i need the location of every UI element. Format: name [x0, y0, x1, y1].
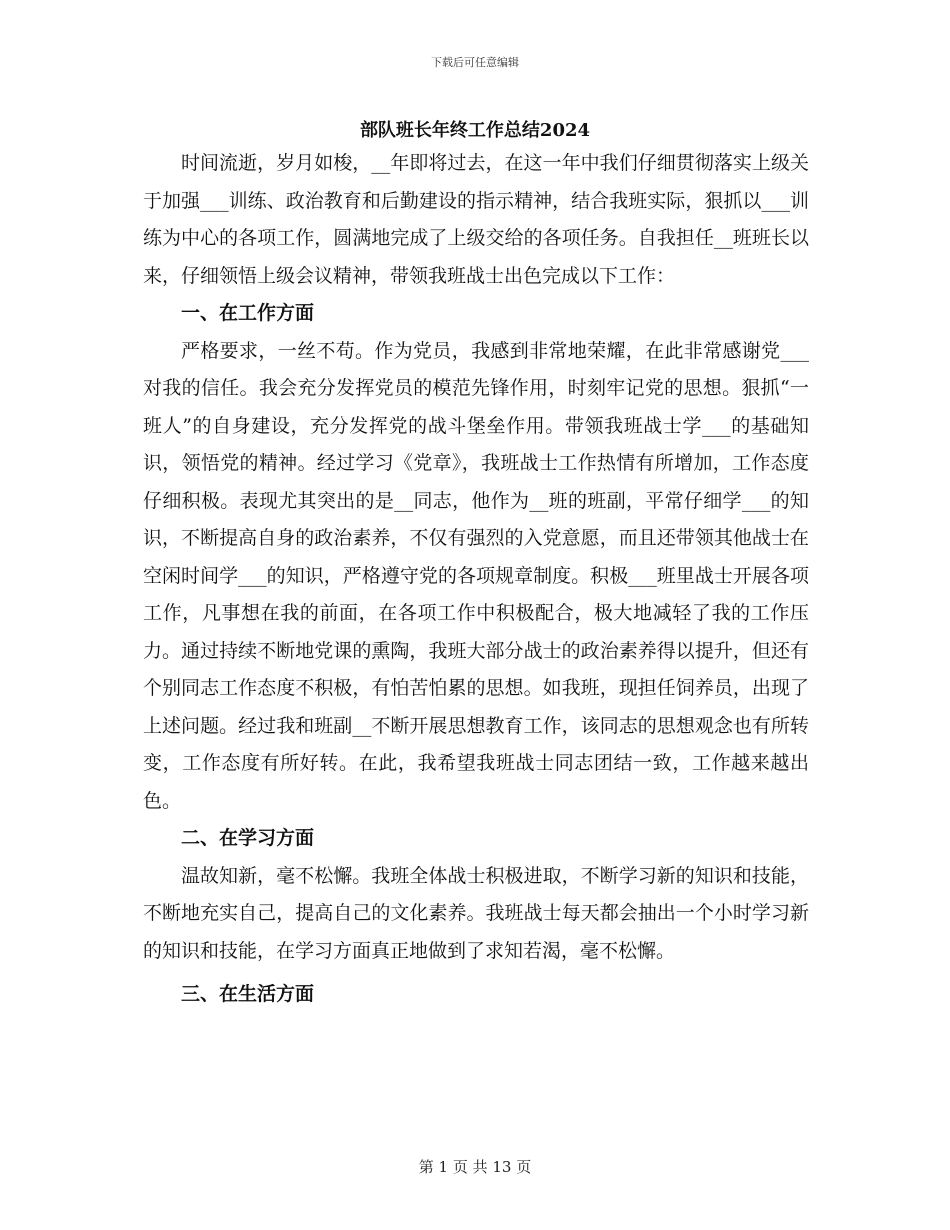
section-heading-work: 一、在工作方面: [181, 302, 315, 324]
document-title: 部队班长年终工作总结2024: [359, 120, 591, 141]
section-heading-study: 二、在学习方面: [181, 827, 315, 849]
section-text-work: 严格要求，一丝不苟。作为党员，我感到非常地荣耀，在此非常感谢党___对我的信任。我会充分发挥党员的模范先锋作用，时刻牢记党的思想。狠抓“一班人”的自身建设，充分发挥党的战斗堡垒作用。带领我班战士学___的基础知识，领悟党的精神。经过学习《党章》，我班战士工作热情有所增加，工作态度仔细积极。表现尤其突出的是__同志，他作为__班的班副，平常仔细学___的知识，不断提高自身的政治素养，不仅有强烈的入党意愿，而且还带领其他战士在空闲时间学___的知识，严格遵守党的各项规章制度。积极___班里战士开展各项工作，凡事想在我的前面，在各项工作中积极配合，极大地减轻了我的工作压力。通过持续不断地党课的熏陶，我班大部分战士的政治素养得以提升，但还有个别同志工作态度不积极，有怕苦怕累的思想。如我班，现担任饲养员，出现了上述问题。经过我和班副__不断开展思想教育工作，该同志的思想观念也有所转变，工作态度有所好转。在此，我希望我班战士同志团结一致，工作越来越出色。: [143, 339, 809, 812]
page-header-note: 下载后可任意编辑: [431, 56, 519, 69]
intro-paragraph: 时间流逝，岁月如梭，__年即将过去，在这一年中我们仔细贯彻落实上级关于加强___训练、政治教育和后勤建设的指示精神，结合我班实际，狠抓以___训练为中心的各项工作，圆满地完成了上级交给的各项任务。自我担任__班班长以来，仔细领悟上级会议精神，带领我班战士出色完成以下工作：: [143, 152, 809, 287]
page-number: 第 1 页 共 13 页: [418, 1158, 532, 1176]
section-heading-life: 三、在生活方面: [181, 983, 315, 1005]
document-body: [143, 145, 809, 1014]
section-text-study: 温故知新，毫不松懈。我班全体战士积极进取，不断学习新的知识和技能，不断地充实自己，提高自己的文化素养。我班战士每天都会抽出一个小时学习新的知识和技能，在学习方面真正地做到了求知若渴，毫不松懈。: [143, 864, 809, 962]
